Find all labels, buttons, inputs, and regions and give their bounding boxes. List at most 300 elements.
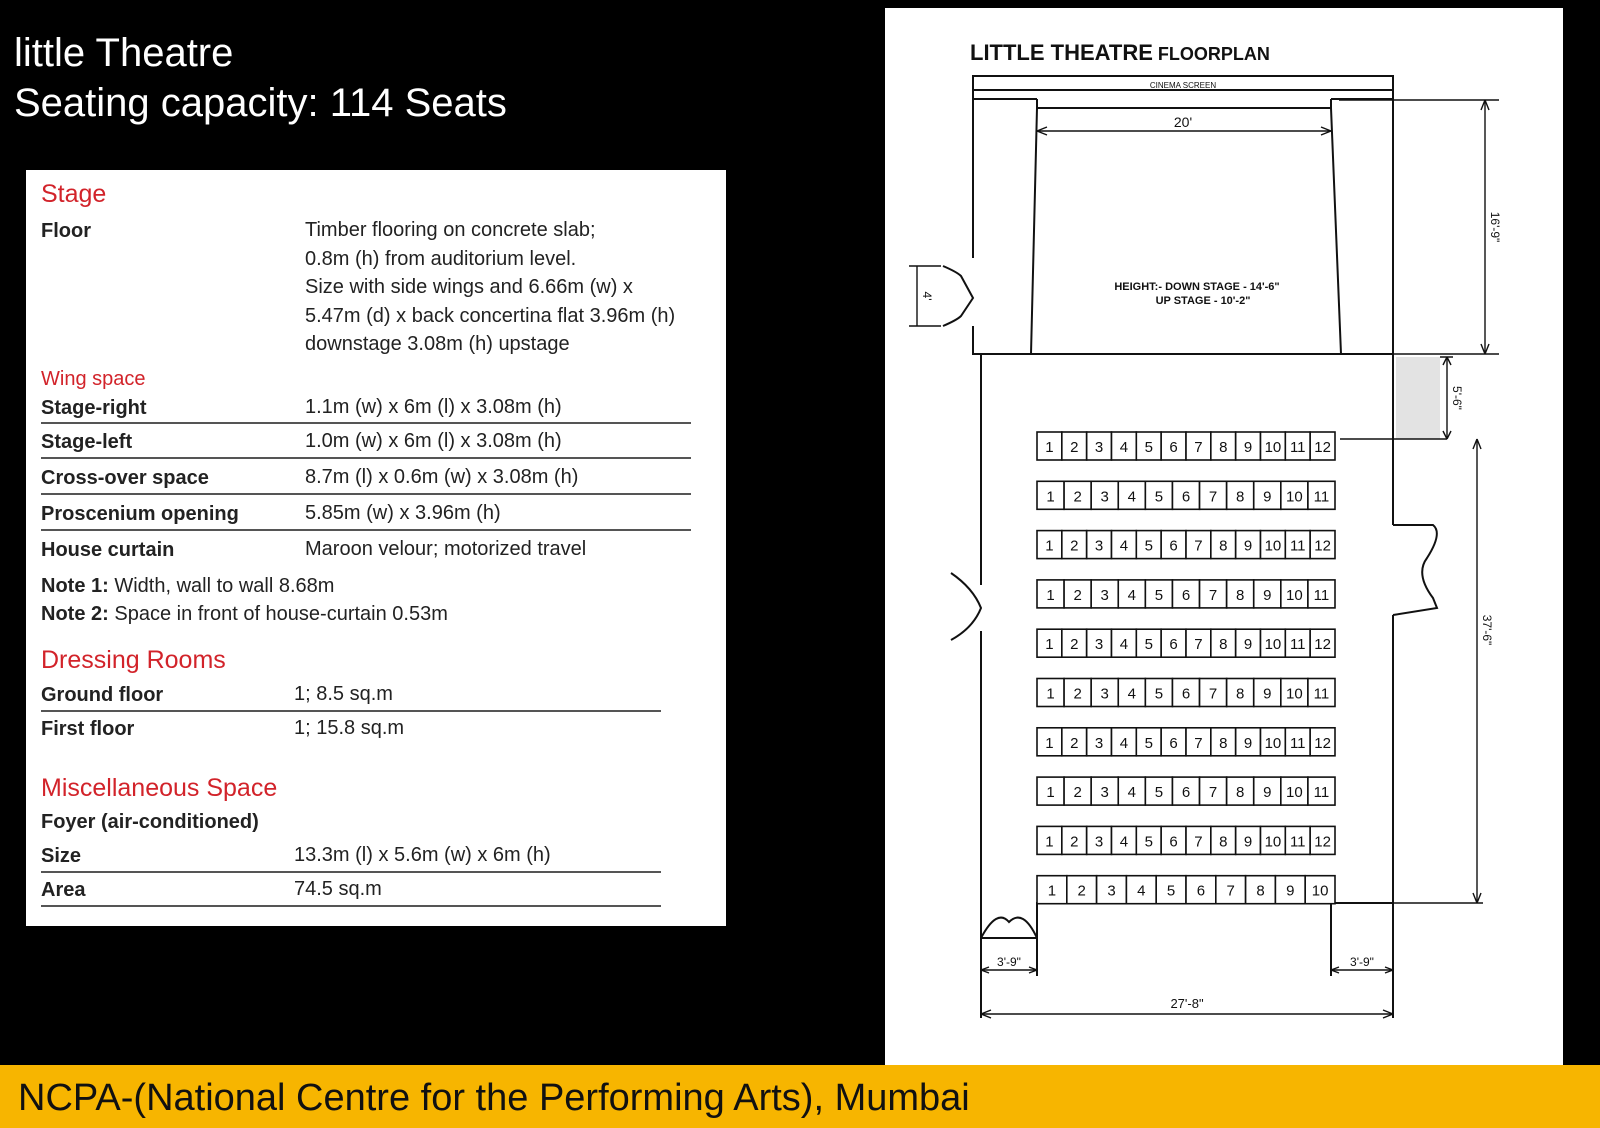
seat: [1062, 531, 1087, 559]
seat-number: 7: [1208, 685, 1218, 703]
seat-row: [1037, 679, 1335, 707]
proscenium-value: 5.85m (w) x 3.96m (h): [305, 502, 501, 524]
seat: [1145, 580, 1172, 608]
seat: [1118, 777, 1145, 805]
seat-number: 2: [1073, 685, 1082, 703]
seat-number: 2: [1070, 833, 1079, 851]
seat-number: 6: [1169, 734, 1178, 752]
floorplan-title-sub: FLOORPLAN: [1152, 44, 1270, 64]
seat: [1211, 826, 1236, 854]
seat: [1112, 629, 1137, 657]
seat-number: 9: [1243, 439, 1253, 456]
floor-description: [305, 216, 675, 359]
seat-number: 9: [1243, 537, 1253, 555]
seat: [1285, 826, 1310, 854]
seat-number: 8: [1236, 784, 1245, 802]
specs-panel: [26, 170, 726, 926]
seat-number: 7: [1226, 882, 1235, 900]
seat-number: 1: [1046, 685, 1055, 703]
seat-number: 3: [1094, 537, 1104, 555]
rear-door: [981, 918, 1037, 938]
seat: [1118, 679, 1145, 707]
seat: [1211, 629, 1236, 657]
seat-number: 5: [1144, 734, 1153, 752]
wing-space-heading: Wing space: [41, 368, 146, 390]
floor-label: Floor: [41, 220, 91, 242]
seat: [1037, 580, 1064, 608]
seat: [1037, 481, 1064, 509]
seat-number: 10: [1286, 586, 1303, 604]
seat-number: 9: [1286, 882, 1295, 900]
footer-text: NCPA-(National Centre for the Performing Arts), Mumbai: [18, 1077, 970, 1119]
seat-number: 7: [1194, 734, 1203, 752]
seat-number: 3: [1100, 784, 1109, 802]
seat: [1227, 481, 1254, 509]
stage-left-door: [943, 266, 973, 326]
seat: [1261, 432, 1286, 460]
seat-number: 5: [1144, 439, 1153, 456]
seat-number: 2: [1073, 784, 1082, 802]
seat: [1200, 481, 1227, 509]
first-floor-label: First floor: [41, 718, 135, 740]
seat: [1136, 728, 1161, 756]
size-value: 13.3m (l) x 5.6m (w) x 6m (h): [294, 844, 551, 866]
seat: [1186, 826, 1211, 854]
seat-number: 4: [1119, 636, 1129, 654]
note-2-text: Space in front of house-curtain 0.53m: [108, 603, 448, 625]
seat: [1112, 531, 1137, 559]
seat-number: 5: [1144, 636, 1153, 654]
seat: [1186, 432, 1211, 460]
seat-number: 12: [1314, 734, 1331, 752]
seat-number: 6: [1169, 537, 1178, 555]
stage-right-value: 1.1m (w) x 6m (l) x 3.08m (h): [305, 396, 562, 418]
seat-number: 8: [1236, 685, 1245, 703]
theatre-title: little Theatre: [14, 31, 234, 75]
seat: [1112, 432, 1137, 460]
bottom-right-dim-label: 3'-9": [1350, 955, 1374, 969]
seat: [1281, 580, 1308, 608]
seat-number: 7: [1194, 833, 1203, 851]
seat: [1091, 580, 1118, 608]
seat-number: 10: [1311, 882, 1329, 900]
seat: [1310, 531, 1335, 559]
seat: [1064, 481, 1091, 509]
seat: [1308, 481, 1335, 509]
seat-number: 11: [1313, 784, 1330, 802]
seat: [1145, 481, 1172, 509]
seat-number: 3: [1094, 439, 1104, 456]
floor-line: 5.47m (d) x back concertina flat 3.96m (h): [305, 304, 676, 327]
seat: [1227, 679, 1254, 707]
seat: [1161, 432, 1186, 460]
seat: [1310, 432, 1335, 460]
seat-number: 11: [1313, 586, 1330, 604]
seat-number: 8: [1219, 439, 1228, 456]
seat-number: 3: [1094, 833, 1104, 851]
floor-line: Timber flooring on concrete slab;: [305, 219, 596, 241]
seat-row: [1037, 580, 1335, 608]
cross-over-value: 8.7m (l) x 0.6m (w) x 3.08m (h): [305, 466, 579, 488]
proscenium-label: Proscenium opening: [41, 503, 239, 525]
stage-wings: [1031, 108, 1341, 354]
seat-number: 5: [1154, 586, 1164, 604]
seat: [1087, 531, 1112, 559]
seat-number: 9: [1243, 636, 1253, 654]
seat: [1186, 531, 1211, 559]
stage-height-line2: UP STAGE - 10'-2": [1155, 295, 1251, 307]
seat-number: 4: [1119, 833, 1129, 851]
seat-number: 1: [1045, 537, 1054, 555]
seat: [1172, 481, 1199, 509]
aud-depth-label: 37'-6": [1480, 614, 1494, 646]
seat: [1308, 777, 1335, 805]
divider: [41, 457, 691, 459]
seat-number: 11: [1289, 636, 1306, 654]
seat: [1227, 580, 1254, 608]
seat-number: 6: [1169, 636, 1178, 654]
seat: [1037, 728, 1062, 756]
seat: [1118, 580, 1145, 608]
seat: [1236, 629, 1261, 657]
stage-left-label: Stage-left: [41, 431, 133, 453]
seat-number: 8: [1219, 636, 1228, 654]
seat-number: 9: [1263, 784, 1272, 802]
seat: [1216, 876, 1246, 904]
seat: [1067, 876, 1097, 904]
cross-over-label: Cross-over space: [41, 467, 209, 489]
floor-line: Size with side wings and 6.66m (w) x: [305, 276, 633, 298]
divider: [41, 493, 691, 495]
seat-number: 8: [1219, 537, 1228, 555]
seat: [1087, 826, 1112, 854]
seat-number: 7: [1208, 586, 1218, 604]
seat: [1064, 580, 1091, 608]
stage-right-label: Stage-right: [41, 397, 147, 419]
seat: [1285, 629, 1310, 657]
seat-number: 3: [1094, 734, 1104, 752]
seat-number: 7: [1194, 439, 1203, 456]
seat-number: 4: [1119, 537, 1129, 555]
seat: [1062, 826, 1087, 854]
seat-row: [1037, 826, 1335, 854]
misc-space-heading: Miscellaneous Space: [41, 774, 278, 802]
seat-number: 10: [1264, 734, 1282, 752]
cinema-screen-label: CINEMA SCREEN: [1149, 81, 1217, 90]
seat-number: 2: [1070, 537, 1079, 555]
floorplan-panel: [885, 8, 1563, 1065]
seat-number: 2: [1070, 636, 1079, 654]
note-1-text: Width, wall to wall 8.68m: [108, 575, 335, 597]
seat-row: [1037, 531, 1335, 559]
seat: [1062, 629, 1087, 657]
house-curtain-value: Maroon velour; motorized travel: [305, 538, 587, 560]
seat: [1112, 826, 1137, 854]
seat-number: 1: [1046, 488, 1055, 506]
seat-number: 4: [1127, 488, 1136, 506]
seat: [1087, 629, 1112, 657]
seat-number: 6: [1181, 685, 1191, 703]
seat: [1037, 777, 1064, 805]
bottom-left-dim-label: 3'-9": [997, 955, 1021, 969]
seat: [1161, 728, 1186, 756]
seat: [1097, 876, 1127, 904]
seat: [1211, 531, 1236, 559]
seat-number: 4: [1119, 734, 1129, 752]
seat-number: 9: [1263, 685, 1272, 703]
seat: [1310, 826, 1335, 854]
seat: [1281, 777, 1308, 805]
floorplan-title: [970, 40, 1270, 65]
seat-number: 12: [1314, 833, 1331, 851]
seat-number: 4: [1127, 784, 1136, 802]
seat: [1091, 481, 1118, 509]
seat-row: [1037, 629, 1335, 657]
seat: [1062, 728, 1087, 756]
ground-floor-label: Ground floor: [41, 684, 164, 706]
seat-number: 8: [1236, 586, 1245, 604]
right-side-door: [1393, 525, 1437, 615]
seat: [1037, 432, 1062, 460]
seat: [1091, 679, 1118, 707]
footer-bar: [0, 1065, 1600, 1128]
seat-number: 6: [1181, 586, 1191, 604]
seat-number: 5: [1154, 685, 1164, 703]
seat-number: 3: [1107, 882, 1116, 900]
seat-number: 2: [1073, 488, 1082, 506]
seat: [1246, 876, 1276, 904]
seat-number: 2: [1073, 586, 1082, 604]
seat: [1064, 679, 1091, 707]
seat: [1037, 679, 1064, 707]
seat: [1310, 728, 1335, 756]
seat: [1186, 728, 1211, 756]
seating-rows: [1037, 432, 1335, 904]
seat-number: 10: [1286, 784, 1303, 802]
note-2-label: Note 2:: [41, 603, 109, 625]
seat-number: 5: [1166, 882, 1176, 900]
seat: [1236, 531, 1261, 559]
seat: [1087, 728, 1112, 756]
seat-number: 10: [1264, 439, 1282, 456]
seat-number: 6: [1181, 784, 1191, 802]
stage-depth-label: 16'-9": [1488, 211, 1502, 243]
seat: [1285, 432, 1310, 460]
seat: [1285, 531, 1310, 559]
seat: [1064, 777, 1091, 805]
seat-number: 4: [1127, 685, 1136, 703]
seat: [1281, 481, 1308, 509]
seat-number: 7: [1208, 784, 1218, 802]
seat-number: 5: [1144, 537, 1153, 555]
stage-height-line1: HEIGHT:- DOWN STAGE - 14'-6": [1114, 281, 1280, 293]
seat: [1172, 580, 1199, 608]
seat: [1200, 580, 1227, 608]
ground-floor-value: 1; 8.5 sq.m: [294, 683, 393, 705]
divider: [41, 422, 691, 424]
seat-number: 1: [1045, 734, 1054, 752]
seat: [1112, 728, 1137, 756]
heading: [14, 28, 507, 128]
seat-number: 11: [1289, 439, 1306, 456]
seat-row: [1037, 777, 1335, 805]
seat: [1136, 826, 1161, 854]
seat: [1136, 629, 1161, 657]
seat: [1275, 876, 1305, 904]
floorplan-title-main: LITTLE THEATRE: [970, 40, 1153, 65]
seat-number: 10: [1264, 636, 1282, 654]
seat: [1200, 679, 1227, 707]
seat: [1186, 629, 1211, 657]
seat-number: 11: [1313, 488, 1330, 506]
seat-row: [1037, 728, 1335, 756]
seat-number: 1: [1046, 586, 1055, 604]
seat: [1136, 432, 1161, 460]
seat: [1236, 432, 1261, 460]
seat: [1037, 531, 1062, 559]
seat-number: 7: [1208, 488, 1218, 506]
stage-dimensions: [909, 100, 1499, 354]
seat-number: 4: [1137, 882, 1146, 900]
seat: [1186, 876, 1216, 904]
seat-number: 1: [1045, 439, 1054, 456]
seat-number: 2: [1070, 439, 1079, 456]
seat: [1037, 876, 1067, 904]
seating-capacity: Seating capacity: 114 Seats: [14, 81, 507, 125]
seat: [1091, 777, 1118, 805]
divider: [41, 905, 661, 907]
seat: [1172, 679, 1199, 707]
seat: [1145, 777, 1172, 805]
seat-row: [1037, 432, 1335, 460]
seat: [1136, 531, 1161, 559]
seat-row: [1037, 876, 1335, 904]
area-label: Area: [41, 879, 86, 901]
door-dim-label: 4': [920, 291, 934, 301]
seat-number: 11: [1289, 833, 1306, 851]
seat: [1062, 432, 1087, 460]
seat-number: 4: [1119, 439, 1129, 456]
seat-number: 2: [1070, 734, 1079, 752]
seat: [1236, 728, 1261, 756]
aud-depth-line: [1340, 439, 1483, 903]
seat-number: 5: [1144, 833, 1153, 851]
note-2: [41, 603, 448, 626]
seat-number: 8: [1256, 882, 1265, 900]
seat-number: 8: [1219, 833, 1228, 851]
seat: [1156, 876, 1186, 904]
total-width-label: 27'-8": [1170, 996, 1204, 1011]
seat-number: 6: [1196, 882, 1206, 900]
seat: [1261, 728, 1286, 756]
seat: [1254, 679, 1281, 707]
seat-number: 3: [1100, 685, 1109, 703]
seat: [1281, 679, 1308, 707]
stage-outline: [943, 76, 1393, 354]
seat: [1037, 826, 1062, 854]
floor-line: downstage 3.08m (h) upstage: [305, 333, 570, 355]
front-gap-label: 5'-6": [1450, 386, 1464, 410]
seat: [1254, 580, 1281, 608]
seat-number: 7: [1194, 636, 1203, 654]
floor-line: 0.8m (h) from auditorium level.: [305, 247, 577, 270]
divider: [41, 871, 661, 873]
seat-number: 10: [1264, 833, 1282, 851]
seat-number: 9: [1243, 833, 1253, 851]
seat-number: 1: [1047, 882, 1057, 900]
seat-number: 6: [1181, 488, 1191, 506]
seat-number: 10: [1286, 488, 1303, 506]
seat-number: 5: [1154, 488, 1164, 506]
seat: [1126, 876, 1156, 904]
stage-left-value: 1.0m (w) x 6m (l) x 3.08m (h): [305, 430, 562, 452]
seat-number: 11: [1313, 685, 1330, 703]
seat-number: 9: [1263, 488, 1272, 506]
seat-number: 9: [1243, 734, 1253, 752]
seat: [1261, 826, 1286, 854]
seat: [1305, 876, 1335, 904]
seat: [1236, 826, 1261, 854]
seat-number: 4: [1127, 586, 1136, 604]
seat-number: 3: [1094, 636, 1104, 654]
seat-number: 12: [1314, 439, 1331, 456]
seat: [1308, 679, 1335, 707]
seat-number: 6: [1169, 439, 1178, 456]
seat-number: 5: [1154, 784, 1164, 802]
seat: [1200, 777, 1227, 805]
seat-row: [1037, 481, 1335, 509]
seat: [1261, 629, 1286, 657]
seat-number: 8: [1219, 734, 1228, 752]
seat-number: 1: [1045, 833, 1054, 851]
seat-number: 3: [1100, 488, 1109, 506]
stage-back-flat: [1037, 99, 1331, 108]
seat: [1211, 728, 1236, 756]
size-label: Size: [41, 845, 82, 867]
house-curtain-label: House curtain: [41, 539, 175, 561]
left-side-door: [951, 573, 981, 640]
seat: [1254, 777, 1281, 805]
dressing-rooms-heading: Dressing Rooms: [41, 646, 226, 674]
seat: [1254, 481, 1281, 509]
seat-number: 7: [1194, 537, 1203, 555]
seat: [1161, 826, 1186, 854]
seat: [1308, 580, 1335, 608]
seat: [1161, 629, 1186, 657]
stage-heading: Stage: [41, 180, 107, 208]
seat-number: 12: [1314, 636, 1331, 654]
divider: [41, 710, 661, 712]
seat-number: 11: [1289, 734, 1306, 752]
foyer-label: Foyer (air-conditioned): [41, 811, 259, 833]
seat: [1261, 531, 1286, 559]
seat-number: 3: [1100, 586, 1109, 604]
seat: [1161, 531, 1186, 559]
seat: [1037, 629, 1062, 657]
seat-number: 10: [1264, 537, 1282, 555]
seat-number: 9: [1263, 586, 1272, 604]
floorplan-drawing: [885, 8, 1563, 1065]
seat-number: 2: [1077, 882, 1086, 900]
divider: [41, 529, 691, 531]
seat: [1285, 728, 1310, 756]
seat: [1172, 777, 1199, 805]
note-1: [41, 575, 334, 598]
seat: [1211, 432, 1236, 460]
seat-number: 10: [1286, 685, 1303, 703]
seat: [1310, 629, 1335, 657]
seat: [1118, 481, 1145, 509]
